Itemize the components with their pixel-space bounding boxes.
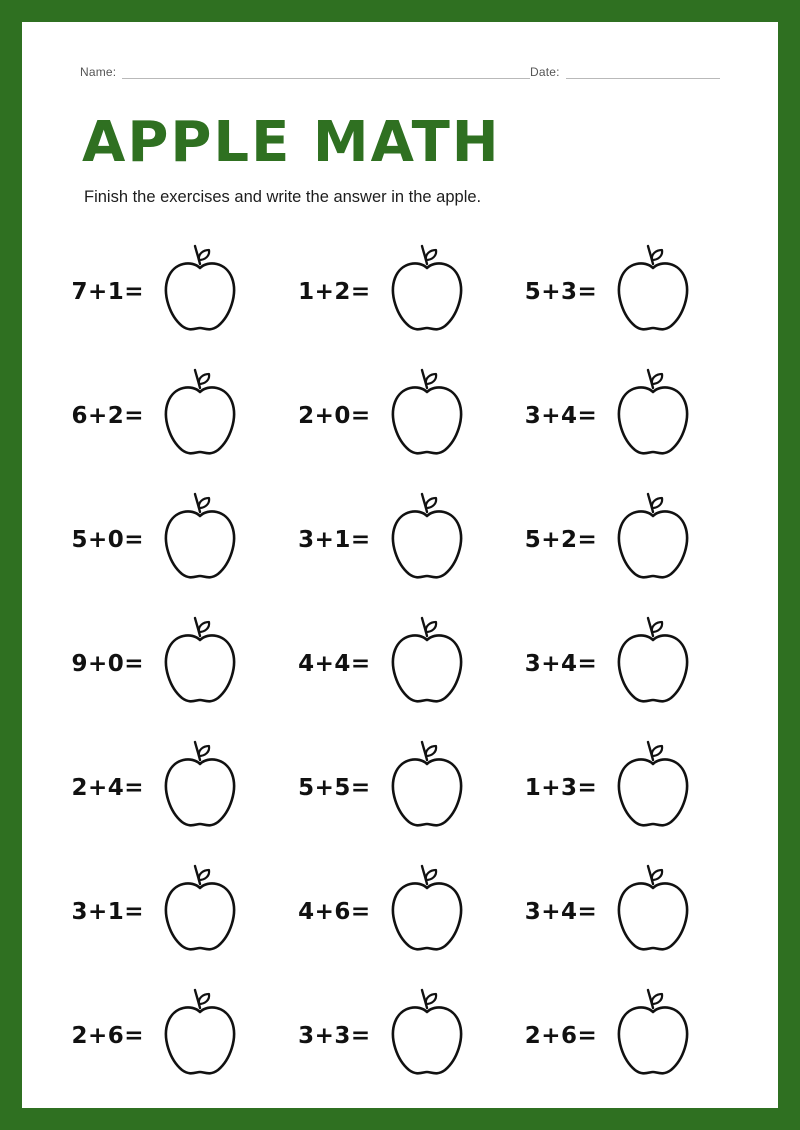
problem-item — [289, 850, 516, 974]
problem-expression: 3+3= — [298, 1023, 371, 1049]
apple-icon[interactable] — [379, 860, 475, 964]
problem-expression: 3+4= — [524, 403, 598, 429]
problem-item — [515, 850, 742, 974]
problem-item — [62, 478, 289, 602]
problem-item — [515, 974, 742, 1098]
problem-expression: 9+0= — [71, 651, 144, 677]
problem-item — [289, 354, 516, 478]
problem-item — [62, 726, 289, 850]
problem-item — [515, 602, 742, 726]
date-write-line[interactable] — [566, 64, 720, 79]
problem-expression: 3+1= — [71, 899, 144, 925]
apple-icon[interactable] — [379, 736, 475, 840]
apple-icon[interactable] — [152, 984, 248, 1088]
name-label: Name: — [80, 65, 117, 79]
problem-item — [289, 974, 516, 1098]
problem-item — [62, 850, 289, 974]
problem-item — [62, 602, 289, 726]
problem-item — [515, 478, 742, 602]
problem-expression: 7+1= — [71, 279, 144, 305]
problem-expression: 2+0= — [298, 403, 371, 429]
date-label: Date: — [530, 65, 560, 79]
apple-icon[interactable] — [605, 860, 701, 964]
apple-icon[interactable] — [605, 612, 701, 716]
problem-expression: 5+0= — [71, 527, 144, 553]
apple-icon[interactable] — [152, 736, 248, 840]
problem-expression: 1+3= — [524, 775, 598, 801]
apple-icon[interactable] — [379, 364, 475, 468]
name-write-line[interactable] — [122, 64, 530, 79]
problem-item — [62, 230, 289, 354]
problem-expression: 4+4= — [298, 651, 371, 677]
apple-icon[interactable] — [379, 612, 475, 716]
problem-expression: 2+6= — [524, 1023, 598, 1049]
page-title: APPLE MATH — [82, 110, 501, 175]
worksheet-page — [22, 22, 778, 1108]
problem-expression: 2+6= — [71, 1023, 144, 1049]
apple-icon[interactable] — [605, 364, 701, 468]
page-subtitle: Finish the exercises and write the answer in the apple. — [84, 188, 482, 206]
apple-icon[interactable] — [605, 240, 701, 344]
problem-item — [289, 478, 516, 602]
apple-icon[interactable] — [605, 736, 701, 840]
problem-item — [62, 974, 289, 1098]
apple-icon[interactable] — [152, 860, 248, 964]
problem-item — [515, 726, 742, 850]
problem-expression: 1+2= — [298, 279, 371, 305]
problem-item — [62, 354, 289, 478]
apple-icon[interactable] — [379, 488, 475, 592]
apple-icon[interactable] — [152, 612, 248, 716]
problem-expression: 3+1= — [298, 527, 371, 553]
apple-icon[interactable] — [152, 488, 248, 592]
problem-item — [289, 230, 516, 354]
problem-expression: 3+4= — [524, 651, 598, 677]
problem-expression: 4+6= — [298, 899, 371, 925]
apple-icon[interactable] — [379, 240, 475, 344]
problem-item — [515, 230, 742, 354]
apple-icon[interactable] — [152, 240, 248, 344]
problem-item — [289, 726, 516, 850]
apple-icon[interactable] — [152, 364, 248, 468]
problem-expression: 6+2= — [71, 403, 144, 429]
apple-icon[interactable] — [605, 984, 701, 1088]
problems-grid — [62, 230, 742, 1098]
problem-expression: 5+2= — [524, 527, 598, 553]
apple-icon[interactable] — [605, 488, 701, 592]
header-fields — [80, 64, 720, 79]
problem-expression: 3+4= — [524, 899, 598, 925]
problem-expression: 5+5= — [298, 775, 371, 801]
problem-expression: 2+4= — [71, 775, 144, 801]
name-field[interactable] — [80, 64, 530, 79]
apple-icon[interactable] — [379, 984, 475, 1088]
problem-expression: 5+3= — [524, 279, 598, 305]
problem-item — [515, 354, 742, 478]
date-field[interactable] — [530, 64, 720, 79]
problem-item — [289, 602, 516, 726]
